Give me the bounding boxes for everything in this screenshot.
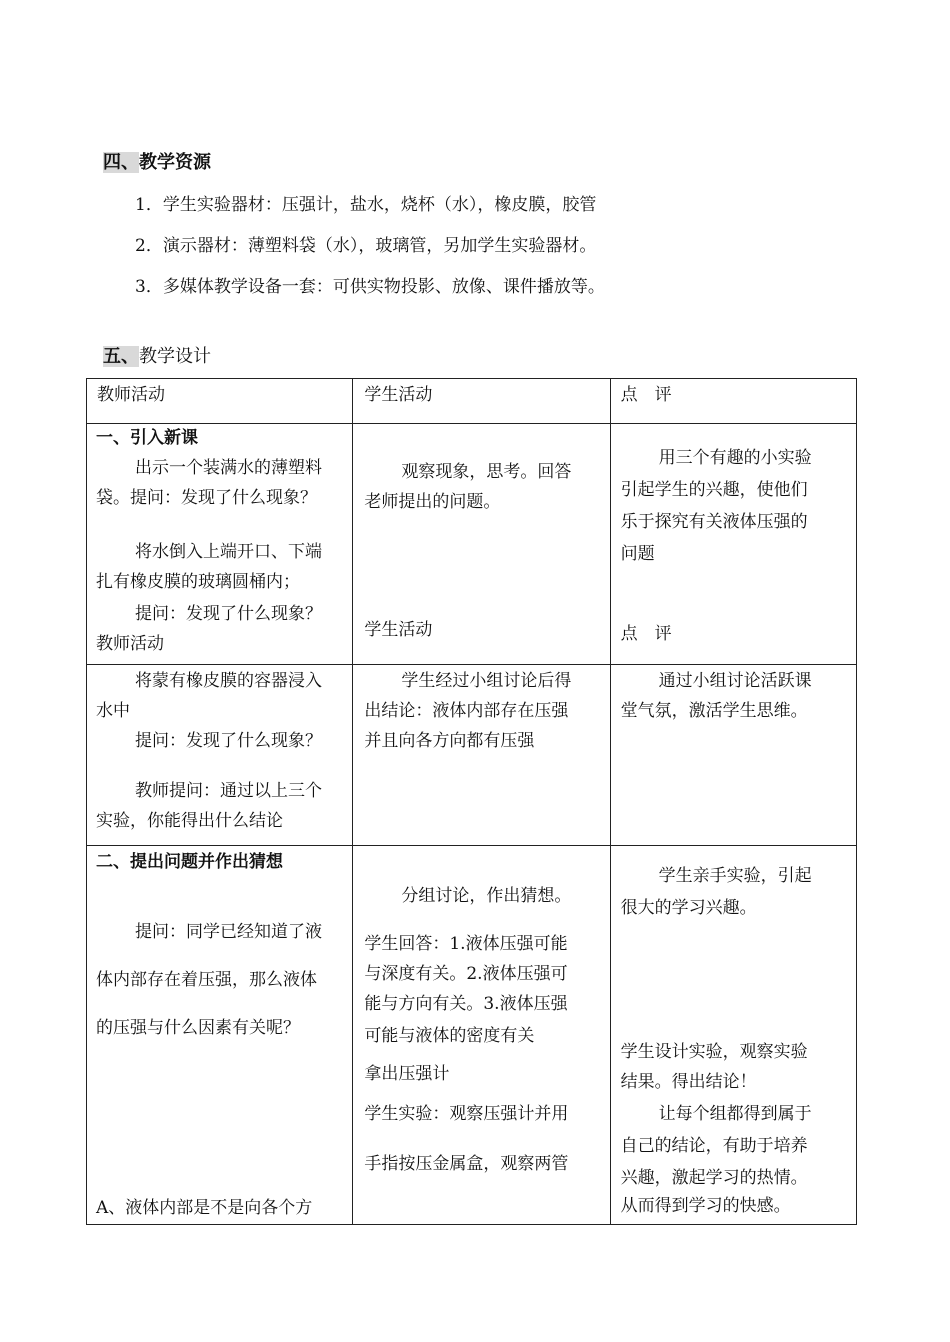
cell-line: 教师活动 [96,634,164,654]
teaching-design-table [86,378,857,1225]
cell-line: 引起学生的兴趣，使他们 [620,480,808,500]
cell-line: 老师提出的问题。 [364,492,501,512]
header-teacher-activity: 教师活动 [97,385,165,405]
cell-line: 用三个有趣的小实验 [658,448,812,468]
table-header-row [87,379,857,424]
resource-item: 1．学生实验器材：压强计，盐水，烧杯（水），橡皮膜，胶管 [135,195,597,215]
table-row [87,424,857,665]
cell-line: 可能与液体的密度有关 [364,1026,535,1046]
cell-line: 结果。得出结论！ [620,1072,757,1092]
cell-line: 自己的结论，有助于培养 [620,1136,808,1156]
cell-line: 的压强与什么因素有关呢？ [96,1018,300,1038]
cell-line: 观察现象，思考。回答 [401,462,572,482]
cell-line: 袋。提问：发现了什么现象？ [96,488,317,508]
cell-line: 扎有橡皮膜的玻璃圆桶内； [96,572,300,592]
cell-line: 提问：发现了什么现象？ [135,731,322,751]
cell-line: 能与方向有关。3.液体压强 [364,994,568,1014]
resources-heading-number: 四、 [103,152,139,173]
cell-line: 乐于探究有关液体压强的 [620,512,808,532]
cell-line: 并且向各方向都有压强 [364,731,535,751]
cell-line: 学生实验：观察压强计并用 [364,1104,569,1124]
cell-line: 将水倒入上端开口、下端 [135,542,322,562]
cell-line: 学生回答：1.液体压强可能 [364,934,568,954]
cell-line: 学生经过小组讨论后得 [401,671,572,691]
cell-line: 将蒙有橡皮膜的容器浸入 [135,671,322,691]
header-comment: 点 评 [620,385,672,405]
cell-line: 点 评 [620,624,672,644]
cell-line: 让每个组都得到属于 [658,1104,812,1124]
cell-line: 提问：发现了什么现象？ [135,604,322,624]
table-row [87,846,857,1225]
resource-item: 2．演示器材：薄塑料袋（水），玻璃管，另加学生实验器材。 [135,236,597,256]
cell-line: 体内部存在着压强，那么液体 [96,970,317,990]
cell-line: 水中 [96,701,130,721]
design-heading-number: 五、 [103,346,139,367]
cell-line: 分组讨论，作出猜想。 [401,886,572,906]
cell-line: 出示一个装满水的薄塑料 [135,458,322,478]
cell-line: 堂气氛，激活学生思维。 [620,701,808,721]
cell-line: 通过小组讨论活跃课 [658,671,812,691]
cell-line: 从而得到学习的快感。 [620,1196,791,1216]
table-row [87,665,857,846]
cell-line: 手指按压金属盒，观察两管 [364,1154,569,1174]
resources-heading-text: 教学资源 [139,152,211,173]
cell-line: 与深度有关。2.液体压强可 [364,964,568,984]
cell-line: 教师提问：通过以上三个 [135,781,322,801]
cell-line: 实验，你能得出什么结论 [96,811,283,831]
design-heading [103,342,211,368]
cell-line: 出结论：液体内部存在压强 [364,701,569,721]
design-heading-text: 教学设计 [139,346,211,367]
cell-line: 很大的学习兴趣。 [620,898,757,918]
cell-line: 提问：同学已经知道了液 [135,922,322,942]
cell-line: 学生亲手实验，引起 [658,866,812,886]
row-title: 一、引入新课 [96,428,198,448]
cell-line: A、液体内部是不是向各个方 [96,1198,313,1218]
cell-line: 学生活动 [364,620,433,640]
resources-heading [103,148,211,174]
cell-line: 兴趣，激起学习的热情。 [620,1168,808,1188]
resource-item: 3．多媒体教学设备一套：可供实物投影、放像、课件播放等。 [135,277,605,297]
cell-line: 拿出压强计 [364,1064,450,1084]
row-title: 二、提出问题并作出猜想 [96,852,283,872]
cell-line: 学生设计实验，观察实验 [620,1042,808,1062]
header-student-activity: 学生活动 [364,385,433,405]
cell-line: 问题 [620,544,655,564]
